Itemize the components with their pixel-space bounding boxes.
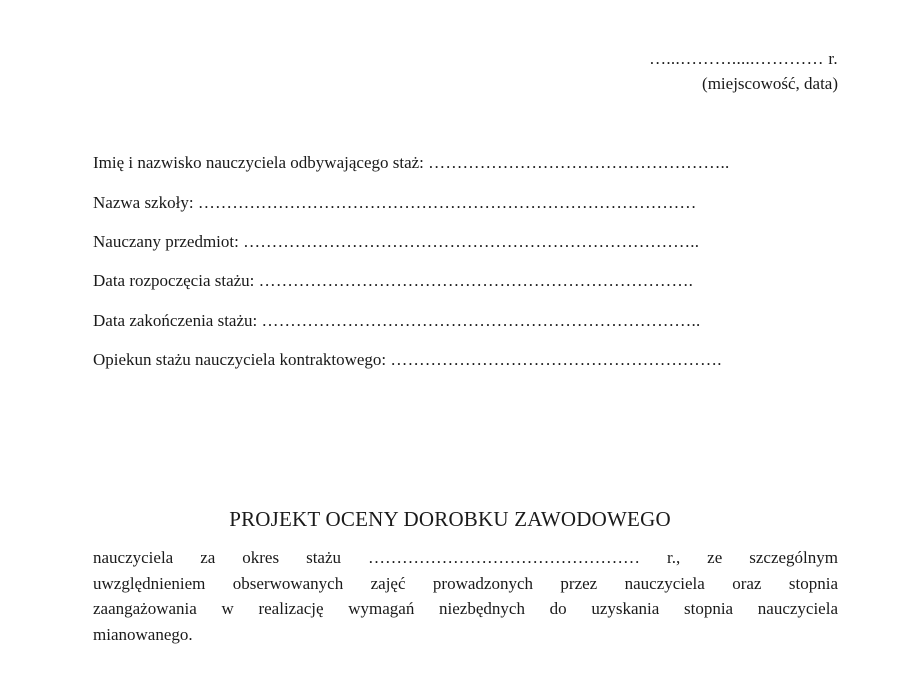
- body-paragraph: [93, 545, 838, 647]
- field-blank: ……………………………………………………………………………: [197, 193, 697, 212]
- field-blank: …………………………………………………………………..: [261, 311, 701, 330]
- paragraph-line: zaangażowania w realizację wymagań niezbędnych do uzyskania stopnia nauczyciela: [93, 599, 838, 618]
- paragraph-line: uwzględnieniem obserwowanych zajęć prowadzonych przez nauczyciela oraz stopnia: [93, 573, 838, 593]
- field-mentor: [93, 349, 722, 371]
- field-teacher-name: [93, 152, 729, 174]
- paragraph-line: nauczyciela za okres stażu ………………………………………… r., ze szczególnym: [93, 548, 838, 567]
- paragraph-line: mianowanego.: [93, 624, 193, 644]
- place-date-block: [649, 46, 838, 96]
- field-blank: ……………………………………………..: [428, 153, 730, 172]
- field-end-date: [93, 310, 700, 332]
- field-blank: ………………………………………………………………….: [258, 271, 694, 290]
- field-label: Data rozpoczęcia stażu:: [93, 271, 255, 290]
- place-date-line: …...……….....………… r.: [649, 49, 838, 68]
- field-blank: ……………………………………………………………………..: [243, 232, 700, 251]
- field-label: Nauczany przedmiot:: [93, 232, 239, 251]
- field-label: Data zakończenia stażu:: [93, 311, 258, 330]
- field-start-date: [93, 270, 693, 292]
- place-date-caption: (miejscowość, data): [702, 74, 838, 93]
- field-subject: [93, 231, 699, 253]
- field-school-name: [93, 192, 697, 214]
- field-label: Opiekun stażu nauczyciela kontraktowego:: [93, 350, 387, 369]
- field-blank: ………………………………………………….: [390, 350, 722, 369]
- document-title: PROJEKT OCENY DOROBKU ZAWODOWEGO: [229, 507, 671, 531]
- field-label: Nazwa szkoły:: [93, 193, 194, 212]
- field-label: Imię i nazwisko nauczyciela odbywającego staż:: [93, 153, 424, 172]
